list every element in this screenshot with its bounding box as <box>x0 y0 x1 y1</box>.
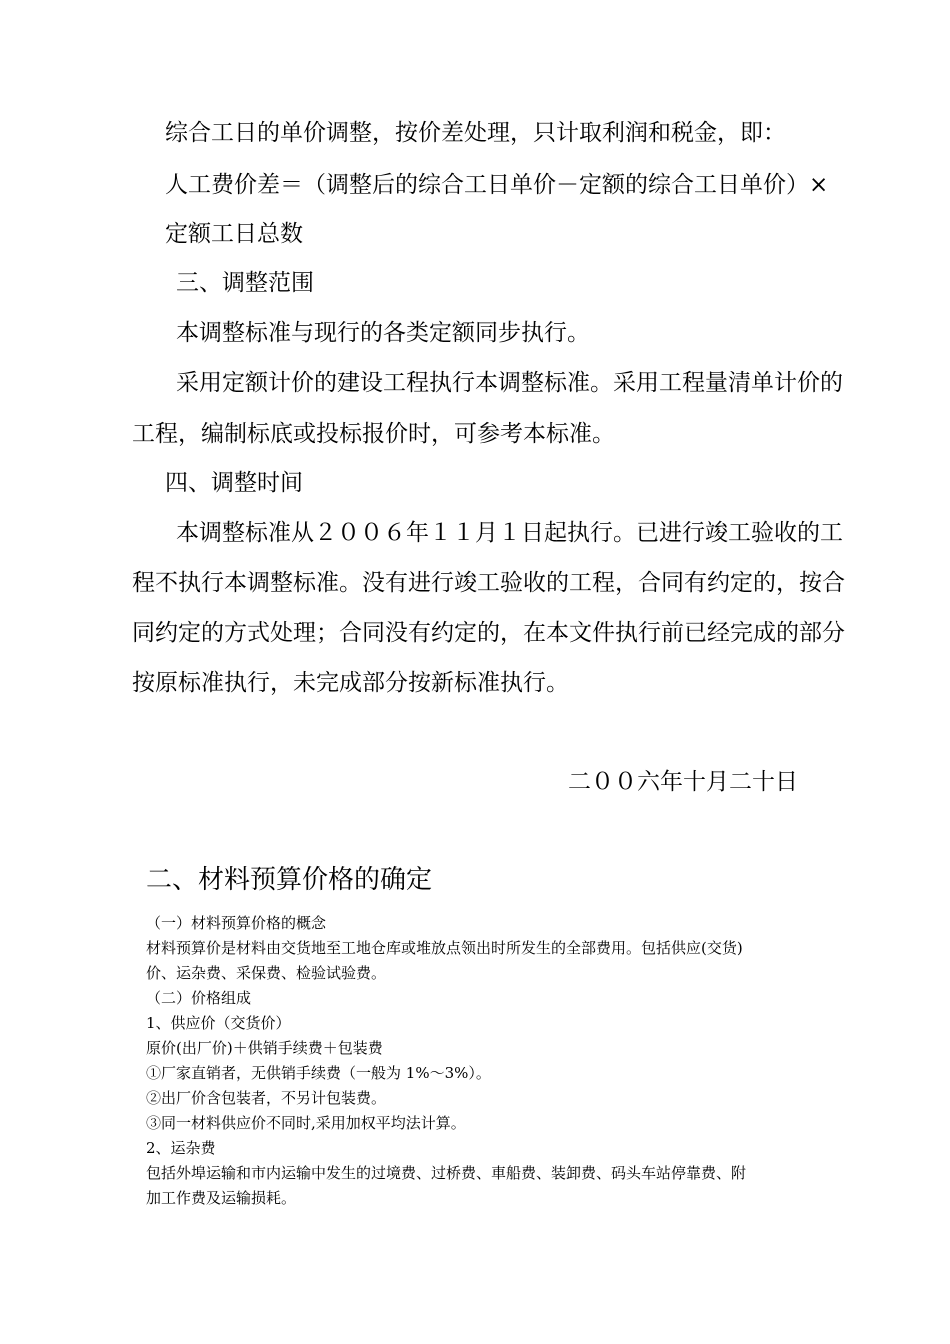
scope-paragraph-2-line-1: 采用定额计价的建设工程执行本调整标准。采用工程量清单计价的 <box>176 370 843 396</box>
supply-price-note-2: ②出厂价含包装者，不另计包装费。 <box>146 1089 387 1107</box>
time-paragraph-line-3: 同约定的方式处理；合同没有约定的，在本文件执行前已经完成的部分 <box>132 620 845 646</box>
subsection-title-composition: （二）价格组成 <box>146 989 252 1007</box>
supply-price-note-3: ③同一材料供应价不同时,采用加权平均法计算。 <box>146 1114 466 1132</box>
formula-line-1: 人工费价差＝（调整后的综合工日单价－定额的综合工日单价）× <box>165 172 829 198</box>
material-section-title: 二、材料预算价格的确定 <box>146 865 433 895</box>
time-paragraph-line-4: 按原标准执行，未完成部分按新标准执行。 <box>132 670 569 696</box>
subsection-title-concept: （一）材料预算价格的概念 <box>146 914 327 932</box>
paragraph-unit-price: 综合工日的单价调整，按价差处理，只计取利润和税金，即： <box>165 120 786 146</box>
formula-line-2: 定额工日总数 <box>165 221 303 247</box>
transport-fee-line-2: 加工作费及运输损耗。 <box>146 1189 297 1207</box>
time-paragraph-line-1: 本调整标准从２００６年１１月１日起执行。已进行竣工验收的工 <box>176 520 843 546</box>
time-paragraph-line-2: 程不执行本调整标准。没有进行竣工验收的工程，合同有约定的，按合 <box>132 570 845 596</box>
issue-date: 二００六年十月二十日 <box>568 769 798 795</box>
item-supply-price-title: 1、供应价（交货价） <box>146 1014 291 1032</box>
concept-line-2: 价、运杂费、采保费、检验试验费。 <box>146 964 387 982</box>
item-transport-fee-title: 2、运杂费 <box>146 1139 216 1157</box>
concept-line-1: 材料预算价是材料由交货地至工地仓库或堆放点领出时所发生的全部费用。包括供应(交货) <box>146 939 743 957</box>
section-title-adjust-time: 四、调整时间 <box>165 470 303 496</box>
transport-fee-line-1: 包括外埠运输和市内运输中发生的过境费、过桥费、車船费、装卸费、码头车站停靠费、附 <box>146 1164 747 1182</box>
scope-paragraph-1: 本调整标准与现行的各类定额同步执行。 <box>176 320 590 346</box>
scope-paragraph-2-line-2: 工程，编制标底或投标报价时，可参考本标准。 <box>132 421 615 447</box>
section-title-adjust-scope: 三、调整范围 <box>176 270 314 296</box>
supply-price-formula: 原价(出厂价)＋供销手续费＋包装费 <box>146 1039 383 1057</box>
supply-price-note-1: ①厂家直销者，无供销手续费（一般为 1%～3%）。 <box>146 1064 491 1082</box>
